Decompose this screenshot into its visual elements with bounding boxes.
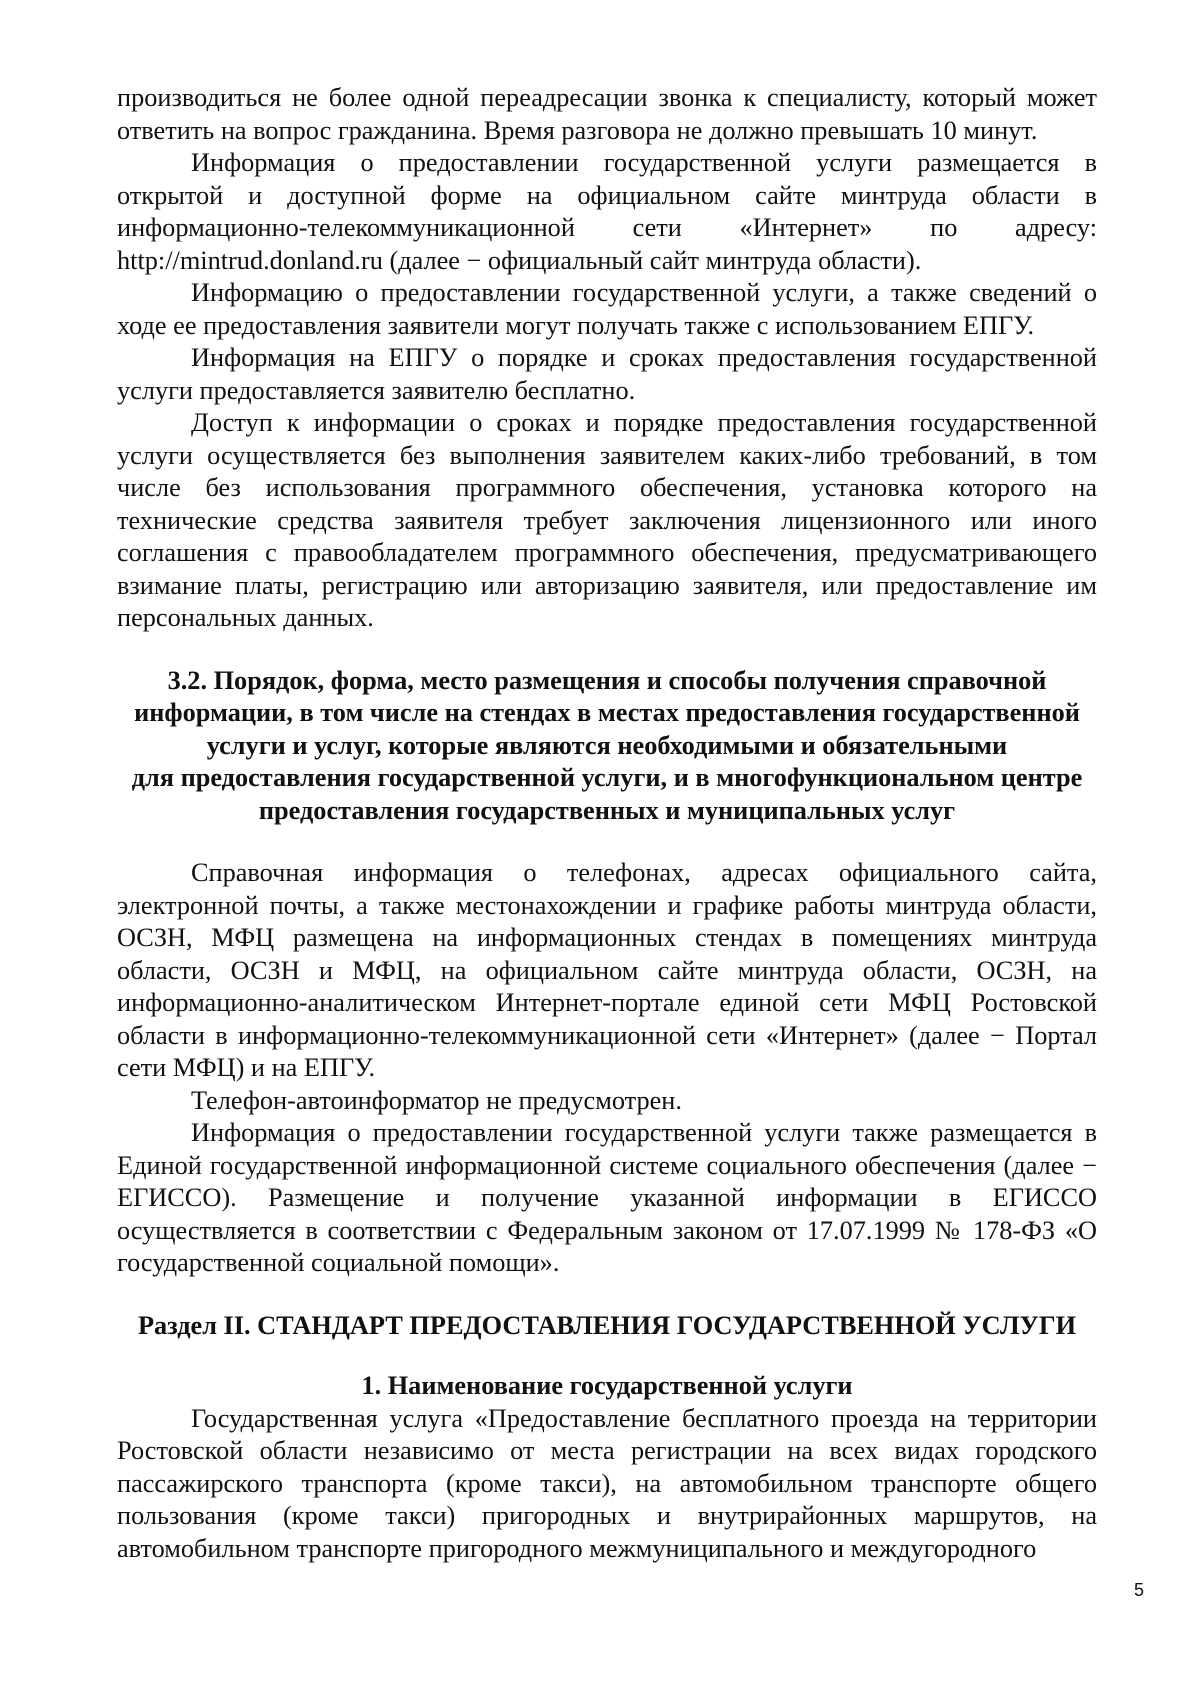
paragraph: Телефон-автоинформатор не предусмотрен. — [191, 1085, 682, 1115]
subsection-1-heading: 1. Наименование государственной услуги — [361, 1371, 853, 1400]
heading-line: услуги и услуг, которые являются необходимыми и обязательными — [206, 730, 1008, 760]
paragraph: Информацию о предоставлении государственной услуги, а также сведений о ходе ее предоставления заявители могут получать также с использованием ЕПГУ. — [117, 278, 1097, 340]
paragraph: Доступ к информации о сроках и порядке предоставления государственной услуги осуществляется без выполнения заявителем каких-либо требований, в том числе без использования программного обеспечения, установка которого на технические средства заявителя требует заключения лицензионного или иного соглашения с правообладателем программного обеспечения, предусматривающего взимание платы, регистрацию или авторизацию заявителя, или предоставление им персональных данных. — [117, 408, 1097, 632]
heading-line: предоставления государственных и муниципальных услуг — [258, 795, 956, 825]
paragraph: Государственная услуга «Предоставление бесплатного проезда на территории Ростовской области независимо от места регистрации на всех видах городского пассажирского транспорта (кроме такси), на автомобильном транспорте общего пользования (кроме такси) пригородных и внутрирайонных маршрутов, на автомобильном транспорте пригородного межмуниципального и междугородного — [117, 1403, 1097, 1563]
paragraph: производиться не более одной переадресации звонка к специалисту, который может ответить на вопрос гражданина. Время разговора не должно превышать 10 минут. — [117, 83, 1097, 145]
heading-line: 3.2. Порядок, форма, место размещения и способы получения справочной — [167, 665, 1047, 695]
paragraph: Информация на ЕПГУ о порядке и сроках предоставления государственной услуги предоставляется заявителю бесплатно. — [117, 343, 1097, 405]
section-heading-3-2 — [117, 665, 1097, 828]
paragraph: Информация о предоставлении государственной услуги размещается в открытой и доступной форме на официальном сайте минтруда области в информационно-телекоммуникационной сети «Интернет» по адресу: http://mintrud.donland.ru (далее − официальный сайт минтруда области). — [117, 148, 1097, 275]
section-ii-heading: Раздел II. СТАНДАРТ ПРЕДОСТАВЛЕНИЯ ГОСУДАРСТВЕННОЙ УСЛУГИ — [137, 1310, 1077, 1340]
paragraph: Информация о предоставлении государственной услуги также размещается в Единой государственной информационной системе социального обеспечения (далее − ЕГИССО). Размещение и получение указанной информации в ЕГИССО осуществляется в соответствии с Федеральным законом от 17.07.1999 № 178-ФЗ «О государственной социальной помощи». — [117, 1118, 1097, 1277]
heading-line: информации, в том числе на стендах в местах предоставления государственной — [134, 698, 1080, 727]
heading-line: для предоставления государственной услуги, и в многофункциональном центре — [131, 763, 1083, 792]
document-page — [117, 82, 1097, 1565]
page-number: 5 — [1134, 1580, 1145, 1600]
paragraph: Справочная информация о телефонах, адресах официального сайта, электронной почты, а также местонахождении и графике работы минтруда области, ОСЗН, МФЦ размещена на информационных стендах в помещениях минтруда области, ОСЗН и МФЦ, на официальном сайте минтруда области, ОСЗН, на информационно-аналитическом Интернет-портале единой сети МФЦ Ростовской области в информационно-телекоммуникационной сети «Интернет» (далее − Портал сети МФЦ) и на ЕПГУ. — [117, 858, 1097, 1082]
